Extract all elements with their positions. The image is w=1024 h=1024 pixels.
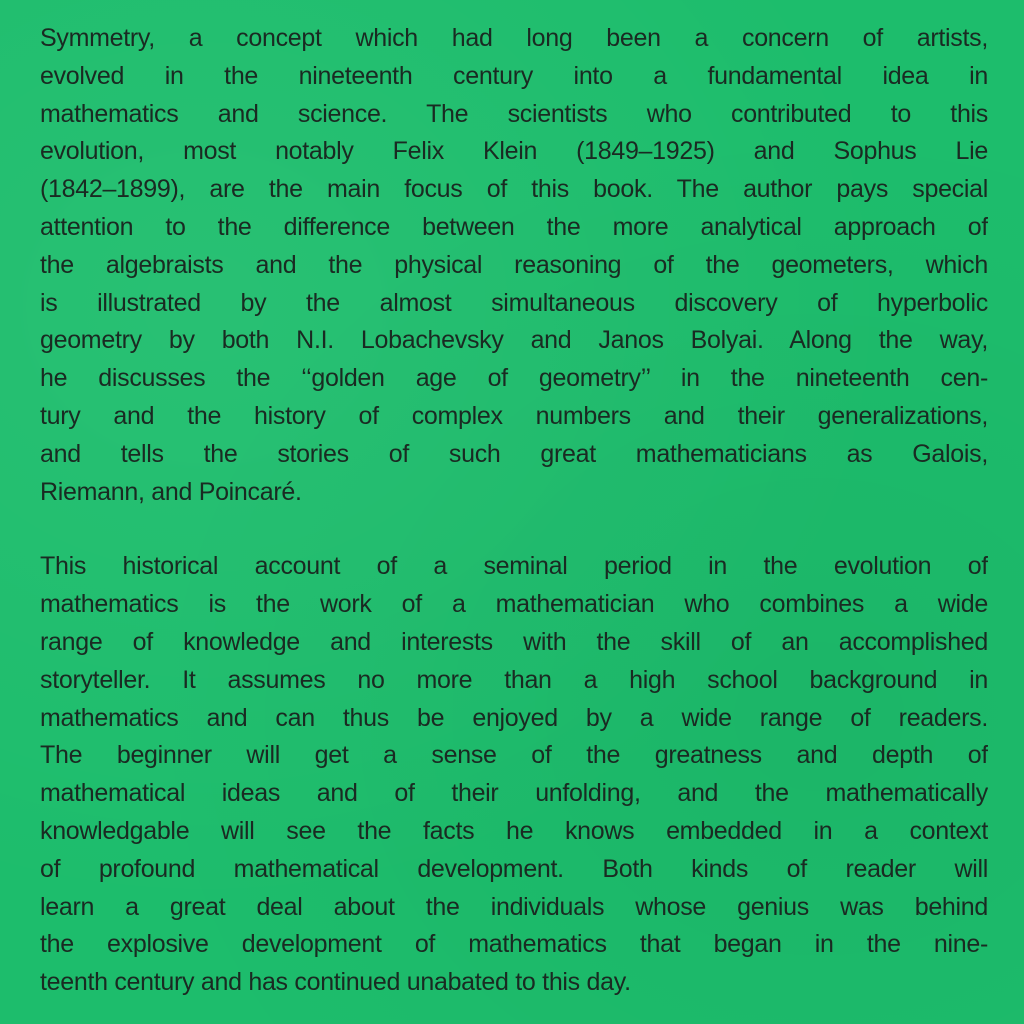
- text-line: he discusses the ‘‘golden age of geometry’’ in the nineteenth cen-: [40, 364, 988, 393]
- text-line: Symmetry, a concept which had long been a concern of artists,: [40, 24, 988, 52]
- text-line: evolution, most notably Felix Klein (1849–1925) and Sophus Lie: [40, 137, 988, 166]
- blurb-paragraph-2: [40, 548, 988, 1002]
- text-line: (1842–1899), are the main focus of this book. The author pays special: [40, 175, 988, 204]
- text-line: range of knowledge and interests with the skill of an accomplished: [40, 627, 988, 656]
- text-line: Riemann, and Poincaré.: [40, 477, 302, 506]
- text-line: and tells the stories of such great mathematicians as Galois,: [40, 439, 988, 468]
- paragraph-spacer: [40, 511, 988, 548]
- text-line: This historical account of a seminal period in the evolution of: [40, 552, 988, 581]
- text-line: mathematical ideas and of their unfolding, and the mathematically: [40, 779, 988, 808]
- text-line: tury and the history of complex numbers and their generalizations,: [40, 401, 988, 430]
- text-line: geometry by both N.I. Lobachevsky and Janos Bolyai. Along the way,: [40, 326, 988, 355]
- text-line: attention to the difference between the more analytical approach of: [40, 212, 988, 241]
- text-line: mathematics is the work of a mathematician who combines a wide: [40, 590, 988, 619]
- text-line: evolved in the nineteenth century into a fundamental idea in: [40, 61, 988, 90]
- text-line: is illustrated by the almost simultaneous discovery of hyperbolic: [40, 288, 988, 317]
- text-line: learn a great deal about the individuals whose genius was behind: [40, 892, 988, 921]
- text-line: teenth century and has continued unabated to this day.: [40, 968, 631, 997]
- text-line: storyteller. It assumes no more than a high school background in: [40, 665, 988, 694]
- text-line: of profound mathematical development. Both kinds of reader will: [40, 854, 988, 883]
- text-line: the explosive development of mathematics that began in the nine-: [40, 930, 988, 959]
- text-line: The beginner will get a sense of the greatness and depth of: [40, 741, 988, 770]
- text-line: knowledgable will see the facts he knows embedded in a context: [40, 816, 988, 845]
- blurb-paragraph-1: [40, 20, 988, 511]
- text-line: mathematics and science. The scientists who contributed to this: [40, 99, 988, 128]
- text-line: the algebraists and the physical reasoning of the geometers, which: [40, 250, 988, 279]
- text-line: mathematics and can thus be enjoyed by a wide range of readers.: [40, 703, 988, 732]
